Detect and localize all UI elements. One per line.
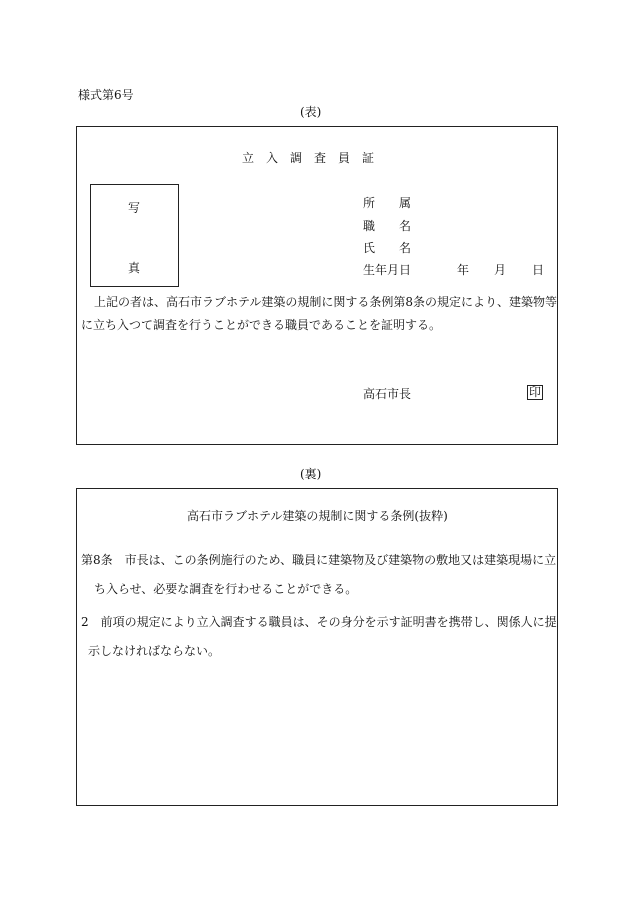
issuer-label: 高石市長 [363, 387, 412, 401]
year-label: 年 [457, 263, 470, 277]
photo-label-top: 写 [128, 201, 141, 215]
card-title: 立 入 調 査 員 証 [242, 151, 375, 165]
day-label: 日 [532, 263, 545, 277]
article8-line2: ち入らせ、必要な調査を行わせることができる。 [94, 582, 358, 596]
name-label: 氏 名 [363, 241, 412, 255]
affiliation-label: 所 属 [363, 196, 412, 210]
form-number: 様式第6号 [78, 88, 134, 102]
certification-text-line2: に立ち入つて調査を行うことができる職員であることを証明する。 [81, 318, 442, 332]
paragraph2-line2: 示しなければならない。 [88, 644, 221, 658]
photo-placeholder [90, 184, 179, 287]
id-card-back [76, 488, 558, 806]
month-label: 月 [494, 263, 507, 277]
birthdate-label: 生年月日 [363, 263, 412, 277]
seal-mark: 印 [529, 385, 542, 399]
article8-line1: 第8条 市長は、この条例施行のため、職員に建築物及び建築物の敷地又は建築現場に立 [81, 553, 557, 567]
position-label: 職 名 [363, 219, 412, 233]
back-side-heading: (裏) [300, 467, 322, 481]
photo-label-bottom: 真 [128, 261, 141, 275]
paragraph2-line1: 2 前項の規定により立入調査する職員は、その身分を示す証明書を携帯し、関係人に提 [81, 615, 557, 629]
ordinance-title: 高石市ラブホテル建築の規制に関する条例(抜粋) [187, 509, 448, 523]
id-card-front [76, 126, 558, 445]
front-side-heading: (表) [300, 105, 322, 119]
certification-text-line1: 上記の者は、高石市ラブホテル建築の規制に関する条例第8条の規定により、建築物等 [94, 295, 558, 309]
